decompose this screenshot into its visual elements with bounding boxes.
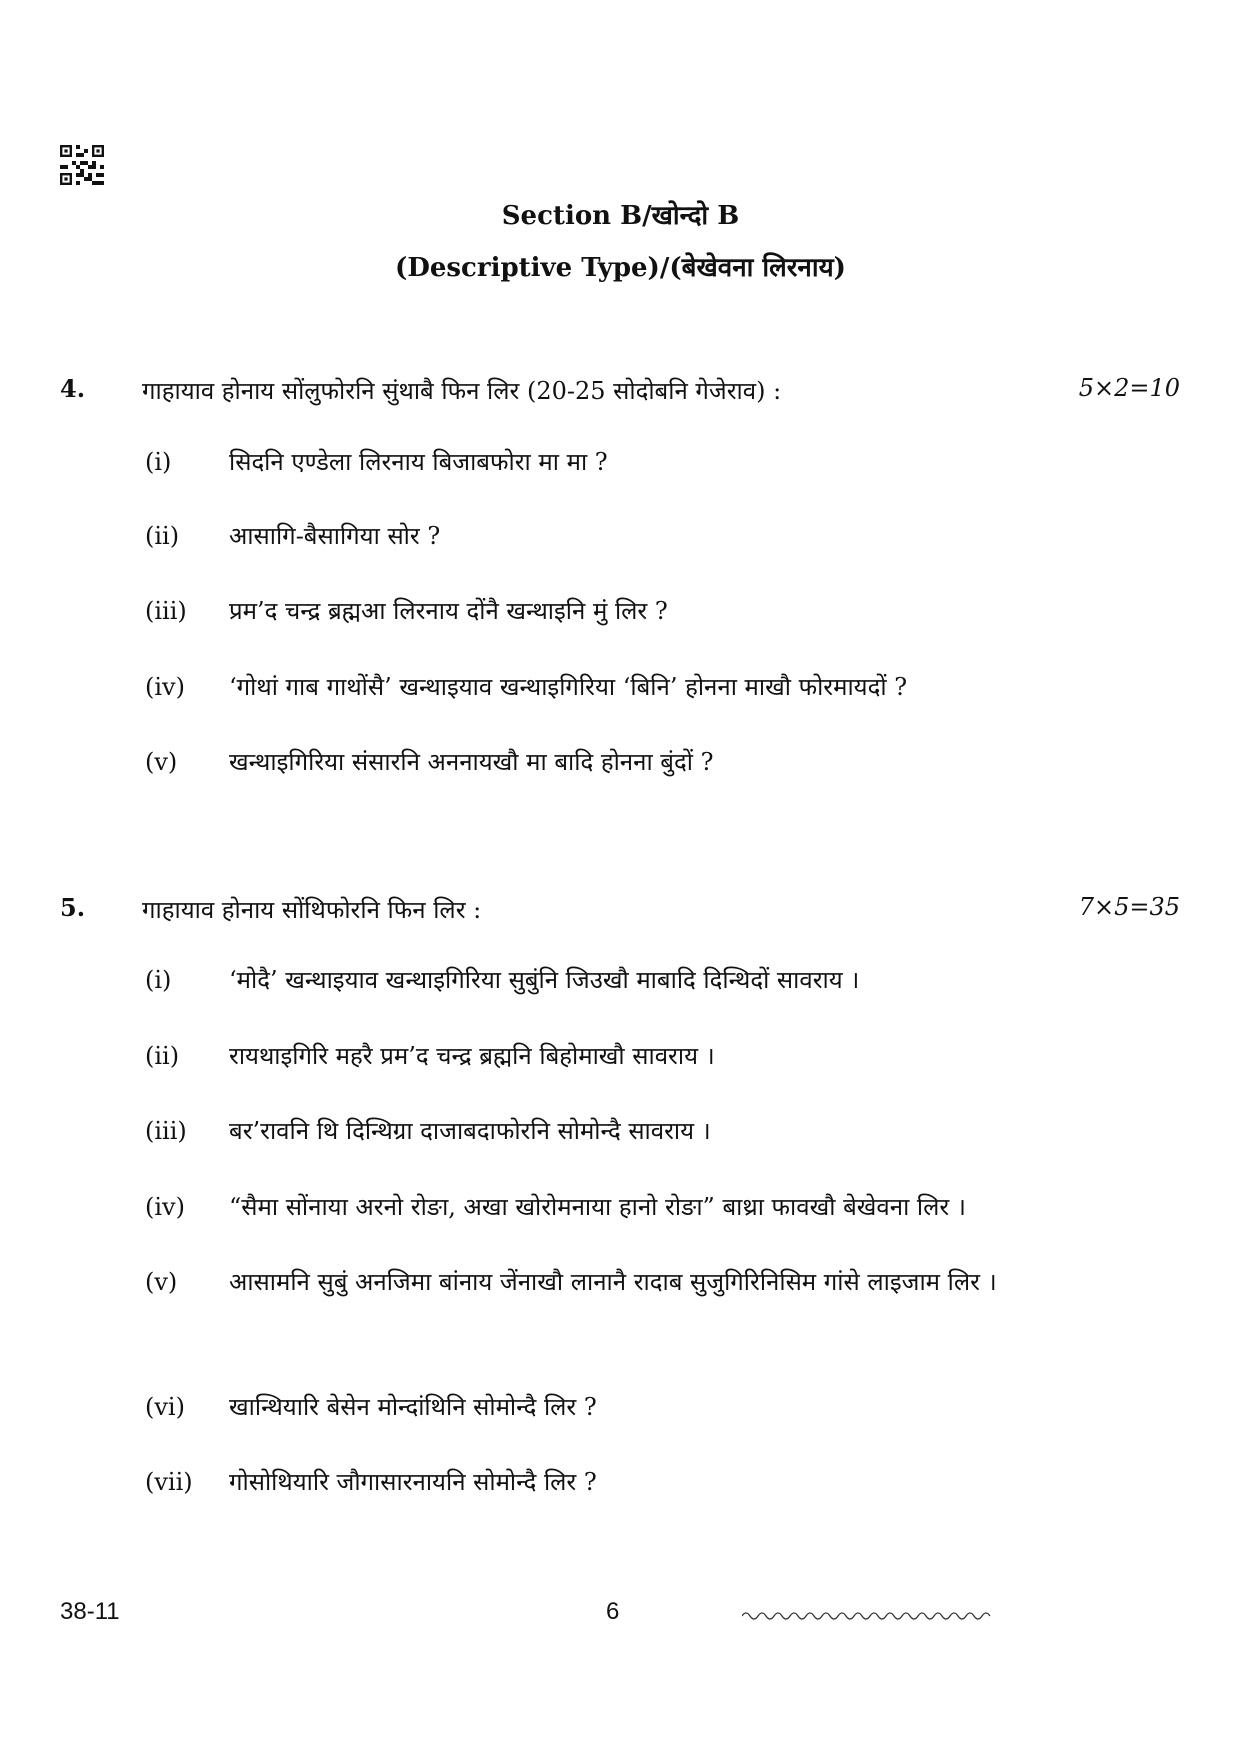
qr-code-icon <box>60 144 104 186</box>
sub-question-number: (v) <box>145 1268 178 1296</box>
paper-code: 38-11 <box>60 1598 120 1625</box>
sub-question-text: ‘गोथां गाब गाथोंसै’ खन्थाइयाव खन्थाइगिरिया ‘बिनि’ होनना माखौ फोरमायदों ? <box>229 673 908 701</box>
sub-question-number: (iv) <box>145 1193 185 1221</box>
question-marks: 7×5=35 <box>1078 893 1180 921</box>
sub-question-number: (vii) <box>145 1468 193 1496</box>
section-title: Section B/खोन्दो B <box>501 201 740 231</box>
sub-question-number: (ii) <box>145 522 180 550</box>
sub-question-number: (i) <box>145 966 172 994</box>
sub-question-number: (ii) <box>145 1042 180 1070</box>
section-subtitle: (Descriptive Type)/(बेखेवना लिरनाय) <box>395 253 846 283</box>
sub-question-text: ‘मोदै’ खन्थाइयाव खन्थाइगिरिया सुबुंनि जिउखौ माबादि दिन्थिदों सावराय । <box>229 966 860 994</box>
sub-question-text: खान्थियारि बेसेन मोन्दांथिनि सोमोन्दै लिर ? <box>229 1393 597 1421</box>
sub-question-text: आसागि-बैसागिया सोर ? <box>229 522 441 550</box>
sub-question-text: “सैमा सोंनाया अरनो रोङा, अखा खोरोमनाया हानो रोङा” बाथ्रा फावखौ बेखेवना लिर । <box>229 1193 966 1221</box>
sub-question-text: बर’रावनि थि दिन्थिग्रा दाजाबदाफोरनि सोमोन्दै सावराय । <box>229 1117 711 1145</box>
sub-question-text: सिदनि एण्डेला लिरनाय बिजाबफोरा मा मा ? <box>229 448 608 476</box>
sub-question-text: गोसोथियारि जौगासारनायनि सोमोन्दै लिर ? <box>229 1468 597 1496</box>
question-number: 4. <box>60 374 86 403</box>
sub-question-number: (iii) <box>145 597 187 625</box>
sub-question-number: (i) <box>145 448 172 476</box>
question-marks: 5×2=10 <box>1078 374 1180 402</box>
sub-question-text: खन्थाइगिरिया संसारनि अननायखौ मा बादि होनना बुंदों ? <box>229 748 714 776</box>
sub-question-text: रायथाइगिरि महरै प्रम’द चन्द्र ब्रह्मनि बिहोमाखौ सावराय । <box>229 1042 715 1070</box>
sub-question-number: (v) <box>145 748 178 776</box>
sub-question-text: आसामनि सुबुं अनजिमा बांनाय जेंनाखौ लानानै रादाब सुजुगिरिनिसिम गांसे लाइजाम लिर । <box>229 1268 997 1296</box>
sub-question-number: (iv) <box>145 673 185 701</box>
sub-question-number: (vi) <box>145 1393 185 1421</box>
sub-question-number: (iii) <box>145 1117 187 1145</box>
question-text: गाहायाव होनाय सोंथिफोरनि फिन लिर : <box>142 896 482 924</box>
question-text: गाहायाव होनाय सोंलुफोरनि सुंथाबै फिन लिर (20-25 सोदोबनि गेजेराव) : <box>142 377 782 405</box>
question-number: 5. <box>60 893 86 922</box>
question-5 <box>60 893 1180 933</box>
sub-question-text: प्रम’द चन्द्र ब्रह्मआ लिरनाय दोंनै खन्थाइनि मुं लिर ? <box>229 597 668 625</box>
question-4 <box>60 374 1180 414</box>
wavy-line-decoration <box>742 1608 992 1624</box>
page-number: 6 <box>606 1598 620 1625</box>
